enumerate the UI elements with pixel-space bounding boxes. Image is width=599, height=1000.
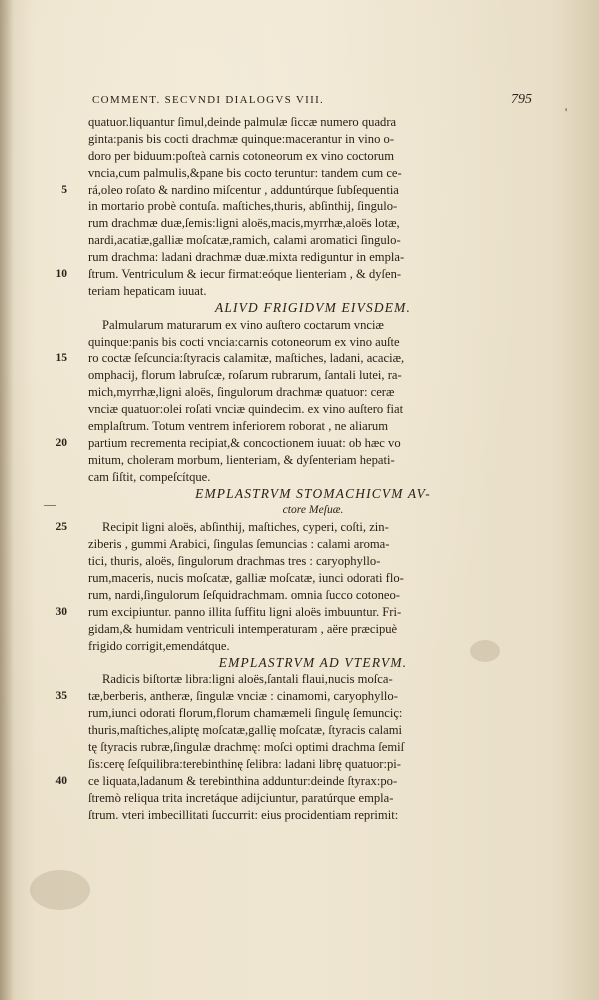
text-line xyxy=(88,232,538,249)
line-text: vncia,cum palmulis,&pane bis cocto teruntur: tandem cum ce- xyxy=(88,165,402,180)
text-line xyxy=(88,215,538,232)
text-line xyxy=(88,621,538,638)
line-number: 20 xyxy=(55,436,67,449)
text-line xyxy=(88,638,538,655)
line-text: nardi,acatiæ,galliæ moſcatæ,ramich, calami aromatici ſingulo- xyxy=(88,233,401,248)
gutter-shadow xyxy=(0,0,14,1000)
line-text: ziberis , gummi Arabici, ſingulas ſemuncias : calami aroma- xyxy=(88,537,390,552)
margin-dash-mark: — xyxy=(44,497,56,511)
text-line xyxy=(55,688,538,705)
text-line xyxy=(88,570,538,587)
line-text: rum drachma: ladani drachmæ duæ.mixta rediguntur in empla- xyxy=(88,250,405,265)
line-text: tæ,berberis, antheræ, ſingulæ vnciæ : cinamomi, caryophyllo- xyxy=(88,689,398,704)
text-line xyxy=(88,317,538,334)
line-text: mitum, choleram morbum, lienteriam, & dyſenteriam hepati- xyxy=(88,452,395,467)
text-line xyxy=(61,182,538,199)
text-line xyxy=(88,671,538,688)
text-block xyxy=(55,114,538,823)
line-text: Palmularum maturarum ex vino auſtero coctarum vnciæ xyxy=(102,317,384,332)
text-line xyxy=(88,249,538,266)
line-text: ALIVD FRIGIDVM EIVSDEM. xyxy=(214,299,412,315)
line-text: ſtrum. Ventriculum & iecur firmat:eóque lienteriam , & dyſen- xyxy=(88,267,402,282)
text-line xyxy=(55,604,538,621)
line-text: Recipit ligni aloës, abſinthij, maſtiches, cyperi, coſti, zin- xyxy=(102,520,389,535)
line-text: ginta:panis bis cocti drachmæ quinque:macerantur in vino o- xyxy=(88,131,395,146)
line-text: ſis:cerę ſeſquilibra:terebinthinę ſelibra: ladani librę quatuor:pi- xyxy=(88,756,401,771)
line-text: rum drachmæ duæ,ſemis:ligni aloës,macis,myrrhæ,aloës lotæ, xyxy=(88,216,400,231)
text-line xyxy=(88,418,538,435)
line-text: vnciæ quatuor:olei roſati vnciæ quindecim. ex vino auſtero fiat xyxy=(88,402,404,417)
line-number: 30 xyxy=(55,605,67,618)
line-text: emplaſtrum. Totum ventrem inferiorem roborat , ne aliarum xyxy=(88,419,388,434)
line-text: tici, thuris, aloës, ſingulorum drachmas tres : caryophyllo- xyxy=(88,554,381,569)
text-line xyxy=(88,722,538,739)
text-line xyxy=(88,114,538,131)
text-line xyxy=(88,705,538,722)
line-text: Radicis biſtortæ libra:ligni aloës,ſantali flaui,nucis moſca- xyxy=(102,672,393,687)
text-line xyxy=(55,773,538,790)
line-text: frigido corrigit,emendátque. xyxy=(88,638,230,653)
line-text: rum excipiuntur. panno illita ſuffitu ligni aloës imbuuntur. Fri- xyxy=(88,604,402,619)
line-text: ctore Meſuæ. xyxy=(282,503,344,517)
line-text: doro per biduum:poſteà carnis cotoneorum ex vino coctorum xyxy=(88,148,395,163)
line-text: teriam hepaticam iuuat. xyxy=(88,283,207,298)
line-text: ſtremò reliqua trita incretáque adijciuntur, paratúrque empla- xyxy=(88,790,394,805)
paper-stain xyxy=(30,870,90,910)
text-line xyxy=(88,553,538,570)
line-text: quinque:panis bis cocti vncia:carnis cotoneorum ex vino auſte xyxy=(88,334,400,349)
line-text: mich,myrrhæ,ligni aloës, ſingulorum drachmæ quatuor: ceræ xyxy=(88,385,395,400)
text-line xyxy=(88,198,538,215)
line-text: omphacij, florum labruſcæ, roſarum rubrarum, ſantali lutei, ra- xyxy=(88,368,402,383)
text-line xyxy=(88,452,538,469)
text-line xyxy=(88,367,538,384)
line-text: thuris,maſtiches,aliptę moſcatæ,gallię moſcatæ, ſtyracis calami xyxy=(88,723,403,738)
line-number: 10 xyxy=(55,268,67,281)
page-number: 795 xyxy=(511,92,532,107)
line-text: EMPLASTRVM STOMACHICVM AV- xyxy=(195,485,431,501)
margin-tick-mark: ' xyxy=(565,105,568,119)
line-text: partium recrementa recipiat,& concoctionem iuuat: ob hæc vo xyxy=(88,435,401,450)
line-text: quatuor.liquantur ſimul,deinde palmulæ ſiccæ numero quadra xyxy=(88,115,397,129)
line-text: EMPLASTRVM AD VTERVM. xyxy=(218,654,408,670)
text-line xyxy=(88,148,538,165)
text-line xyxy=(88,131,538,148)
running-head: COMMENT. SECVNDI DIALOGVS VIII. xyxy=(92,94,325,106)
line-text: rá,oleo roſato & nardino miſcentur , adduntúrque ſubſequentia xyxy=(88,182,399,197)
section-heading xyxy=(88,655,538,672)
text-line xyxy=(88,401,538,418)
line-text: ro coctæ ſeſcuncia:ſtyracis calamitæ, maſtiches, ladani, acaciæ, xyxy=(88,351,405,366)
text-line xyxy=(88,384,538,401)
text-line xyxy=(55,266,538,283)
line-text: ſtrum. vteri imbecillitati ſuccurrit: eius procidentiam reprimit: xyxy=(88,807,399,822)
section-subheading xyxy=(88,502,538,519)
line-number: 25 xyxy=(55,521,67,534)
line-number: 40 xyxy=(55,774,67,787)
line-text: rum,iunci odorati florum,florum chamæmeli ſingulę ſemunciç: xyxy=(88,706,403,721)
line-text: cam ſiſtit, compeſcítque. xyxy=(88,469,211,484)
section-heading xyxy=(88,300,538,317)
text-line xyxy=(88,807,538,824)
line-text: rum,maceris, nucis moſcatæ, galliæ moſcatæ, iunci odorati flo- xyxy=(88,571,404,586)
text-line xyxy=(88,536,538,553)
line-text: in mortario probè contuſa. maſtiches,thuris, abſinthij, ſingulo- xyxy=(88,199,398,214)
text-line xyxy=(88,334,538,351)
text-line xyxy=(55,350,538,367)
line-text: rum, nardi,ſingulorum ſeſquidrachmam. omnia ſucco cotoneo- xyxy=(88,587,400,602)
text-line xyxy=(88,739,538,756)
text-line xyxy=(55,519,538,536)
line-text: gidam,& humidam ventriculi intemperaturam , aëre præcipuè xyxy=(88,621,398,636)
line-number: 5 xyxy=(61,183,67,196)
text-line xyxy=(88,469,538,486)
text-line xyxy=(55,435,538,452)
line-number: 35 xyxy=(55,690,67,703)
text-line xyxy=(88,756,538,773)
line-text: ce liquata,ladanum & terebinthina adduntur:deinde ſtyrax:po- xyxy=(88,773,398,788)
section-heading xyxy=(88,486,538,503)
text-line xyxy=(88,165,538,182)
text-line xyxy=(88,283,538,300)
line-number: 15 xyxy=(55,352,67,365)
text-line xyxy=(88,587,538,604)
text-line xyxy=(88,790,538,807)
line-text: tę ſtyracis rubræ,ſingulæ drachmę: moſci optimi drachma ſemiſ xyxy=(88,739,405,754)
page-header xyxy=(92,94,532,114)
